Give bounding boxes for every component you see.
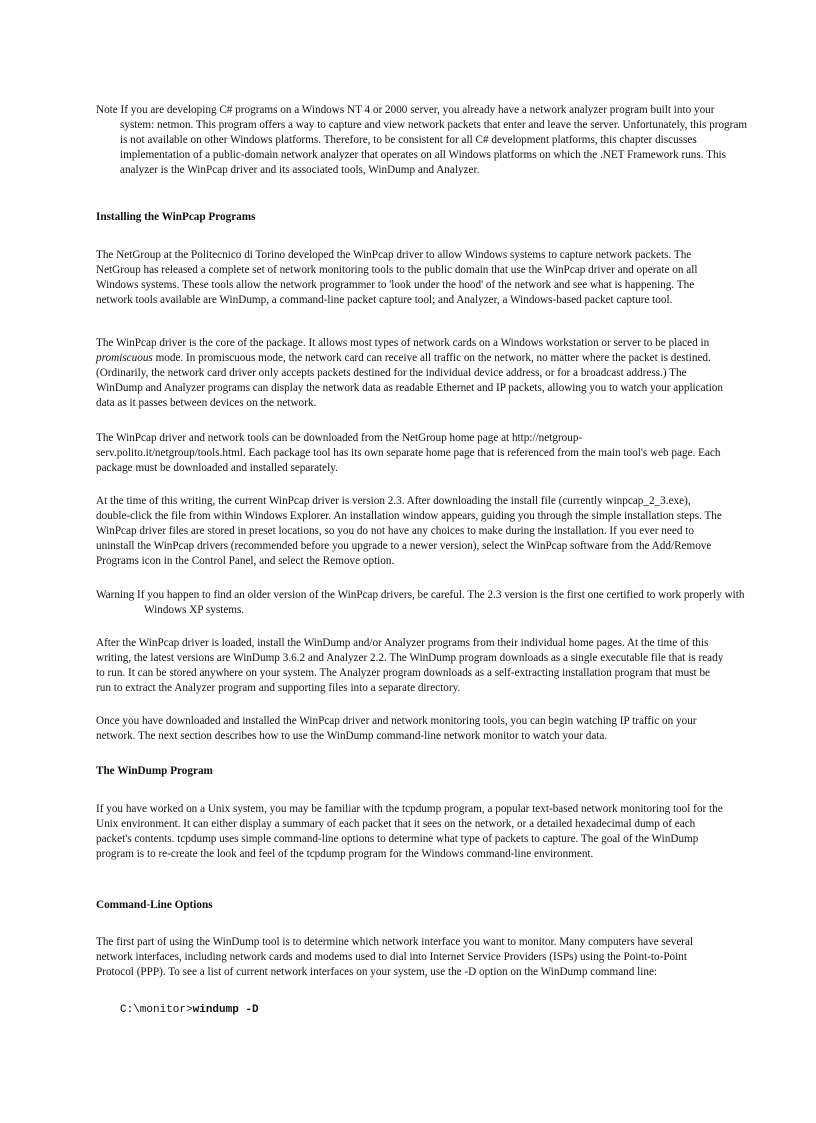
paragraph-winpcap-driver: The WinPcap driver is the core of the package. It allows most types of network cards on a Windows workstation or server to be placed in promiscuous mode. In promiscuous mode, the network card can receive all traffic on the network, no matter where the packet is destined. (Ordinarily, the network card driver only accepts packets destined for the individual device address, or for a broadcast address.) The WinDump and Analyzer programs can display the network data as readable Ethernet and IP packets, allowing you to watch your application data as it passes between devices on the network. [96,337,723,409]
note-text: If you are developing C# programs on a Windows NT 4 or 2000 server, you already have a network analyzer program built into your system: netmon. This program offers a way to capture and view network packets that enter and leave the server. Unfortunately, this program is not available on other Windows platforms. Therefore, to be consistent for all C# development platforms, this chapter discusses implementation of a public-domain network analyzer that operates on all Windows platforms on which the .NET Framework runs. This analyzer is the WinPcap driver and its associated tools, WinDump and Analyzer. [120,104,748,176]
code-command: windump -D [192,1004,259,1016]
paragraph-download: The WinPcap driver and network tools can be downloaded from the NetGroup home page at http://netgroup-serv.polito.it/netgroup/tools.html. Each package tool has its own separate home page that is referenced from the main tool's web page. Each package must be downloaded and installed separately. [96,432,721,474]
warning-label: Warning [96,589,135,601]
paragraph-watch-traffic: Once you have downloaded and installed the WinPcap driver and network monitoring tools, you can begin watching IP traffic on your network. The next section describes how to use the WinDump command-line network monitor to watch your data. [96,715,697,742]
warning-text: If you happen to find an older version of the WinPcap drivers, be careful. The 2.3 version is the first one certified to work properly with Windows XP systems. [137,589,745,616]
paragraph-install-steps: At the time of this writing, the current WinPcap driver is version 2.3. After downloading the install file (currently winpcap_2_3.exe), double-click the file from within Windows Explorer. An installation window appears, guiding you through the simple installation steps. The WinPcap driver files are stored in preset locations, so you do not have any choices to make during the installation. If you ever need to uninstall the WinPcap drivers (recommended before you upgrade to a newer version), select the WinPcap software from the Add/Remove Programs icon in the Control Panel, and select the Remove option. [96,495,722,567]
paragraph-install-windump: After the WinPcap driver is loaded, install the WinDump and/or Analyzer programs from their individual home pages. At the time of this writing, the latest versions are WinDump 3.6.2 and Analyzer 2.2. The WinDump program downloads as a single executable file that is ready to run. It can be stored anywhere on your system. The Analyzer program downloads as a self-extracting installation program that must be run to extract the Analyzer program and supporting files into a separate directory. [96,637,724,694]
code-prompt: C:\monitor> [120,1004,193,1016]
code-sample [120,1003,259,1018]
note-label: Note [96,104,118,116]
note-block [96,103,748,178]
paragraph-tcpdump: If you have worked on a Unix system, you may be familiar with the tcpdump program, a popular text-based network monitoring tool for the Unix environment. It can either display a summary of each packet that it sees on the network, or a detailed hexadecimal dump of each packet's contents. tcpdump uses simple command-line options to determine what type of packets to capture. The goal of the WinDump program is to re-create the look and feel of the tcpdump program for the Windows command-line environment. [96,803,723,860]
promiscuous-term: promiscuous [96,352,153,364]
section-heading-installing: Installing the WinPcap Programs [96,211,256,223]
warning-block [96,588,772,618]
section-heading-command-line: Command-Line Options [96,899,213,911]
section-heading-windump: The WinDump Program [96,765,213,777]
paragraph-netgroup: The NetGroup at the Politecnico di Torino developed the WinPcap driver to allow Windows systems to capture network packets. The NetGroup has released a complete set of network monitoring tools to the public domain that use the WinPcap driver and operate on all Windows systems. These tools allow the network programmer to 'look under the hood' of the network and see what is happening. The network tools available are WinDump, a command-line packet capture tool; and Analyzer, a Windows-based packet capture tool. [96,249,698,306]
paragraph-interfaces: The first part of using the WinDump tool is to determine which network interface you want to monitor. Many computers have several network interfaces, including network cards and modems used to dial into Internet Service Providers (ISPs) using the Point-to-Point Protocol (PPP). To see a list of current network interfaces on your system, use the -D option on the WinDump command line: [96,936,694,978]
